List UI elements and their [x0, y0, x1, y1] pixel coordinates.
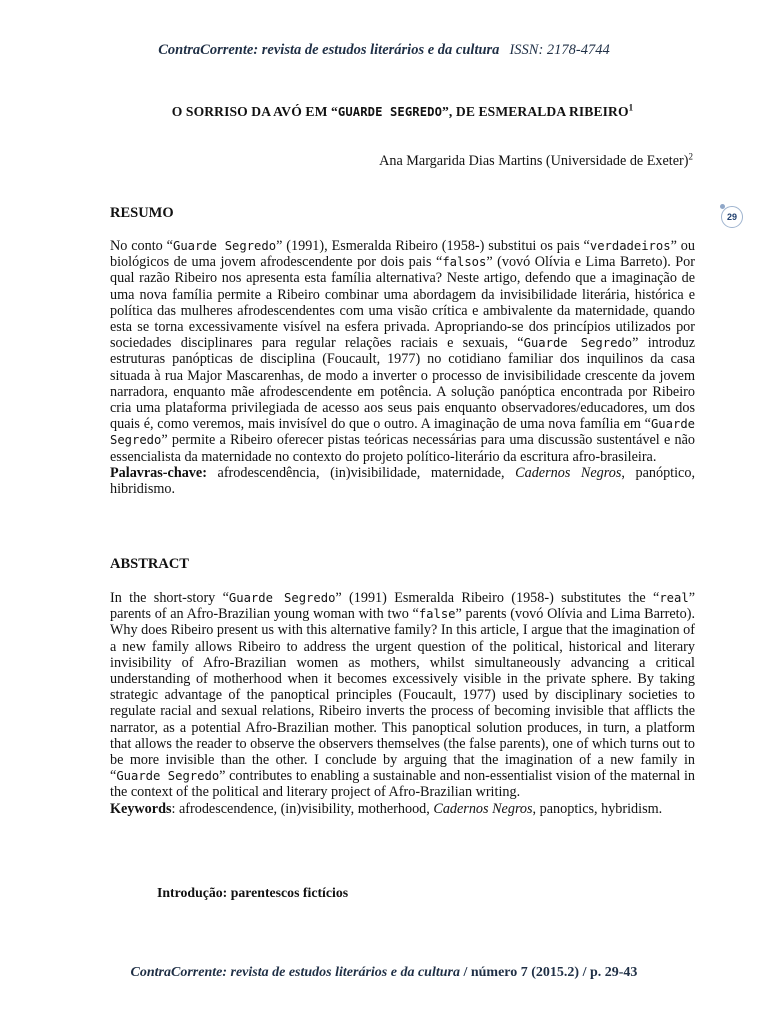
keywords-italic: Cadernos Negros	[433, 800, 533, 817]
keywords-text: , panoptics, hybridism.	[532, 800, 663, 817]
author-name: Ana Margarida Dias Martins (Universidade de Exeter)	[379, 153, 689, 169]
title-story-name: GUARDE SEGREDO	[337, 105, 443, 119]
text-run: ” parents (vovó Olívia and Lima Barreto). Why does Ribeiro present us with this alternative family? In this article, I argue that the imagination of a new family allows Ribeiro to address the urgent question of the political, historical and literary invisibility of Afro-Brazilian women as mothers, whilst simultaneously advancing a critical understanding of motherhood when it becomes excessively visible in the private sphere. By taking strategic advantage of the panoptical principles (Foucault, 1977) used by disciplinary societies to regulate racial and sexual relations, Ribeiro inverts the process of becoming invisible that afflicts the narrator, as a potential Afro-Brazilian mother. This panoptical solution produces, in turn, a platform that allows the reader to observe the observers themselves (the false parents), one of which turns out to be more invisible than the other. I conclude by arguing that the imagination of a new family in “	[110, 606, 695, 785]
text-run: ” (1991), Esmeralda Ribeiro (1958-) substitui os pais “	[276, 238, 590, 254]
text-run: ” contributes to enabling a sustainable and non-essentialist vision of the maternal in the context of the political and literary project of Afro-Brazilian writing.	[110, 768, 696, 801]
title-part: ”, DE ESMERALDA RIBEIRO	[442, 104, 629, 119]
author-line	[379, 153, 693, 170]
keywords-text: , panóptico, hibridismo.	[110, 464, 695, 498]
keywords-italic: Cadernos Negros	[515, 464, 622, 481]
text-run: ” parents of an Afro-Brazilian young woman with two “	[110, 590, 695, 623]
header-journal-title: ContraCorrente: revista de estudos literários e da cultura	[158, 42, 500, 58]
story-title-run: Guarde Segredo	[116, 769, 220, 784]
text-run: No conto “	[110, 238, 173, 254]
keywords-label: Keywords	[110, 800, 172, 817]
author-footnote-marker[interactable]: 2	[688, 151, 693, 162]
resumo-heading: RESUMO	[110, 205, 174, 221]
header-issn: ISSN: 2178-4744	[509, 42, 610, 58]
title-part: O SORRISO DA AVÓ EM “	[171, 104, 338, 119]
journal-header	[0, 42, 768, 59]
text-run: ” ou biológicos de uma jovem afrodescendente por dois pais “	[110, 238, 695, 271]
title-footnote-marker[interactable]: 1	[628, 102, 634, 113]
article-title	[110, 104, 695, 120]
text-run: ” (1991) Esmeralda Ribeiro (1958-) substitutes the “	[335, 590, 660, 606]
quoted-term-run: real	[659, 591, 689, 605]
journal-footer	[0, 965, 768, 981]
text-run: ” (vovó Olívia e Lima Barreto). Por qual razão Ribeiro nos apresenta esta família alternativa? Neste artigo, defendo que a imaginação de uma nova família permite a Ribeiro combinar uma abordagem da invisibilidade literária, histórica e política das mulheres afrodescendentes com uma visão crítica e ambivalente da maternidade, quando esta se torna excessivamente visível na esfera privada. Apropriando-se dos princípios utilizados por sociedades disciplinares para regular relações raciais e sexuais, “	[110, 254, 695, 352]
abstract-paragraph	[110, 590, 695, 817]
story-title-run: Guarde Segredo	[523, 336, 633, 351]
keywords-text: afrodescendência, (in)visibilidade, maternidade,	[206, 464, 516, 481]
quoted-term-run: verdadeiros	[589, 239, 671, 253]
text-run: ” introduz estruturas panópticas de disciplina (Foucault, 1977) no cotidiano familiar dos inquilinos da casa situada à rua Major Mascarenhas, de modo a inverter o processo de invisibilidade crescente da jovem narradora, enquanto mãe afrodescendente em potência. A solução panóptica encontrada por Ribeiro cria uma plataforma privilegiada de acesso aos seus pais enquanto observadores/educadores, um dos quais é, como veremos, mais invisível do que o outro. A imaginação de uma nova família em “	[110, 335, 695, 433]
text-run: In the short-story “	[110, 590, 229, 606]
footer-issue-pages: / número 7 (2015.2) / p. 29-43	[459, 965, 638, 980]
footer-journal-title: ContraCorrente: revista de estudos literários e da cultura	[130, 965, 460, 980]
resumo-paragraph	[110, 238, 695, 497]
quoted-term-run: false	[418, 607, 456, 622]
text-run: ” permite a Ribeiro oferecer pistas teóricas necessárias para uma discussão sustentável e não essencialista da maternidade no contexto do projeto político-literário da escritura afro-brasileira.	[110, 432, 695, 465]
keywords-label: Palavras-chave:	[110, 464, 207, 481]
abstract-heading: ABSTRACT	[110, 556, 189, 572]
story-title-run: Guarde Segredo	[172, 239, 277, 253]
story-title-run: Guarde Segredo	[228, 591, 336, 605]
quoted-term-run: falsos	[442, 255, 487, 270]
story-title-run: Guarde Segredo	[110, 417, 695, 448]
page-number-badge: 29	[721, 206, 743, 228]
introduction-heading: Introdução: parentescos fictícios	[157, 885, 349, 900]
keywords-text: : afrodescendence, (in)visibility, motherhood,	[171, 800, 434, 817]
